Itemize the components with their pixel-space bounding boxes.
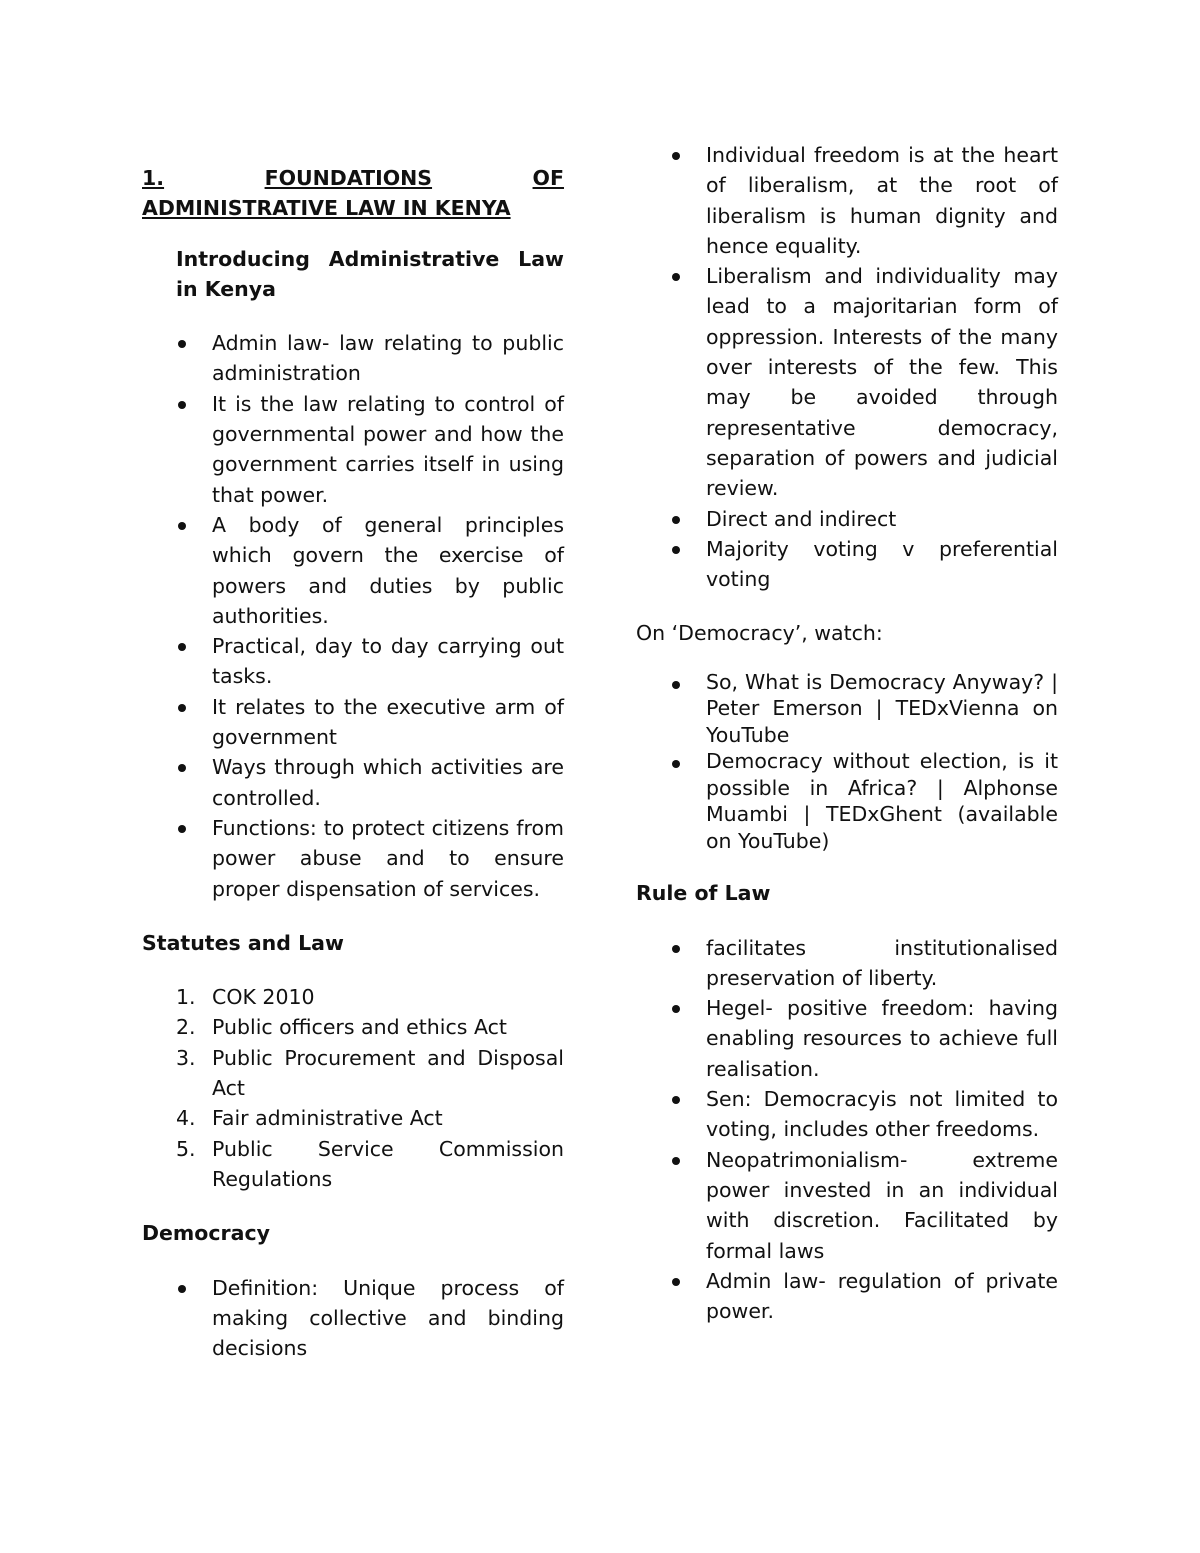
left-column xyxy=(142,163,564,1363)
list-item: Majority voting v preferential voting xyxy=(636,534,1058,595)
list-number: 1. xyxy=(176,985,196,1010)
liberalism-list xyxy=(636,140,1058,594)
watch-list xyxy=(636,669,1058,855)
list-item xyxy=(142,1012,564,1042)
title-number: 1. xyxy=(142,166,165,190)
list-item: Admin law- law relating to public administration xyxy=(142,328,564,389)
list-item: Neopatrimonialism- extreme power invested in an individual with discretion. Facilitated by formal laws xyxy=(636,1145,1058,1266)
list-item xyxy=(142,1043,564,1104)
list-item: Direct and indirect xyxy=(636,504,1058,534)
democracy-heading: Democracy xyxy=(142,1221,270,1246)
intro-list xyxy=(142,328,564,904)
list-item: Democracy without election, is it possible in Africa? | Alphonse Muambi | TEDxGhent (available on YouTube) xyxy=(636,748,1058,854)
watch-intro: On ‘Democracy’, watch: xyxy=(636,621,883,646)
list-number: 3. xyxy=(176,1045,196,1070)
statutes-list xyxy=(142,982,564,1194)
list-text: Fair administrative Act xyxy=(212,1106,443,1131)
list-item: So, What is Democracy Anyway? | Peter Emerson | TEDxVienna on YouTube xyxy=(636,669,1058,749)
list-number: 5. xyxy=(176,1136,196,1161)
list-item: It is the law relating to control of governmental power and how the government carries itself in using that power. xyxy=(142,389,564,510)
statutes-heading: Statutes and Law xyxy=(142,930,344,955)
list-text: COK 2010 xyxy=(212,985,315,1010)
rule-of-law-list xyxy=(636,933,1058,1327)
list-item: Hegel- positive freedom: having enabling resources to achieve full realisation. xyxy=(636,993,1058,1084)
list-item: It relates to the executive arm of government xyxy=(142,692,564,753)
list-item xyxy=(142,1134,564,1195)
title-word-of: OF xyxy=(532,166,564,190)
list-item xyxy=(142,1103,564,1133)
rule-of-law-heading: Rule of Law xyxy=(636,881,771,906)
list-number: 2. xyxy=(176,1015,196,1040)
title-word-foundations: FOUNDATIONS xyxy=(264,166,433,190)
title-line-2: ADMINISTRATIVE LAW IN KENYA xyxy=(142,196,511,221)
list-item: facilitates institutionalised preservation of liberty. xyxy=(636,933,1058,994)
list-item: Individual freedom is at the heart of liberalism, at the root of liberalism is human dignity and hence equality. xyxy=(636,140,1058,261)
list-item: Admin law- regulation of private power. xyxy=(636,1266,1058,1327)
list-item: Sen: Democracyis not limited to voting, includes other freedoms. xyxy=(636,1084,1058,1145)
list-item: Definition: Unique process of making collective and binding decisions xyxy=(142,1273,564,1364)
list-item: Liberalism and individuality may lead to a majoritarian form of oppression. Interests of the many over interests of the few. This may be avoided through representative democracy, separation of powers and judicial review. xyxy=(636,261,1058,503)
right-column xyxy=(636,140,1058,1326)
list-item: Practical, day to day carrying out tasks. xyxy=(142,631,564,692)
list-item: Ways through which activities are controlled. xyxy=(142,752,564,813)
list-number: 4. xyxy=(176,1106,196,1131)
list-text: Public Service Commission Regulations xyxy=(212,1136,564,1191)
list-text: Public officers and ethics Act xyxy=(212,1015,507,1040)
list-item: Functions: to protect citizens from power abuse and to ensure proper dispensation of services. xyxy=(142,813,564,904)
intro-heading: Introducing Administrative Law in Kenya xyxy=(176,246,564,301)
document-title xyxy=(142,163,564,224)
democracy-list xyxy=(142,1273,564,1364)
list-text: Public Procurement and Disposal Act xyxy=(212,1045,564,1101)
list-item xyxy=(142,982,564,1012)
list-item: A body of general principles which govern the exercise of powers and duties by public authorities. xyxy=(142,510,564,631)
